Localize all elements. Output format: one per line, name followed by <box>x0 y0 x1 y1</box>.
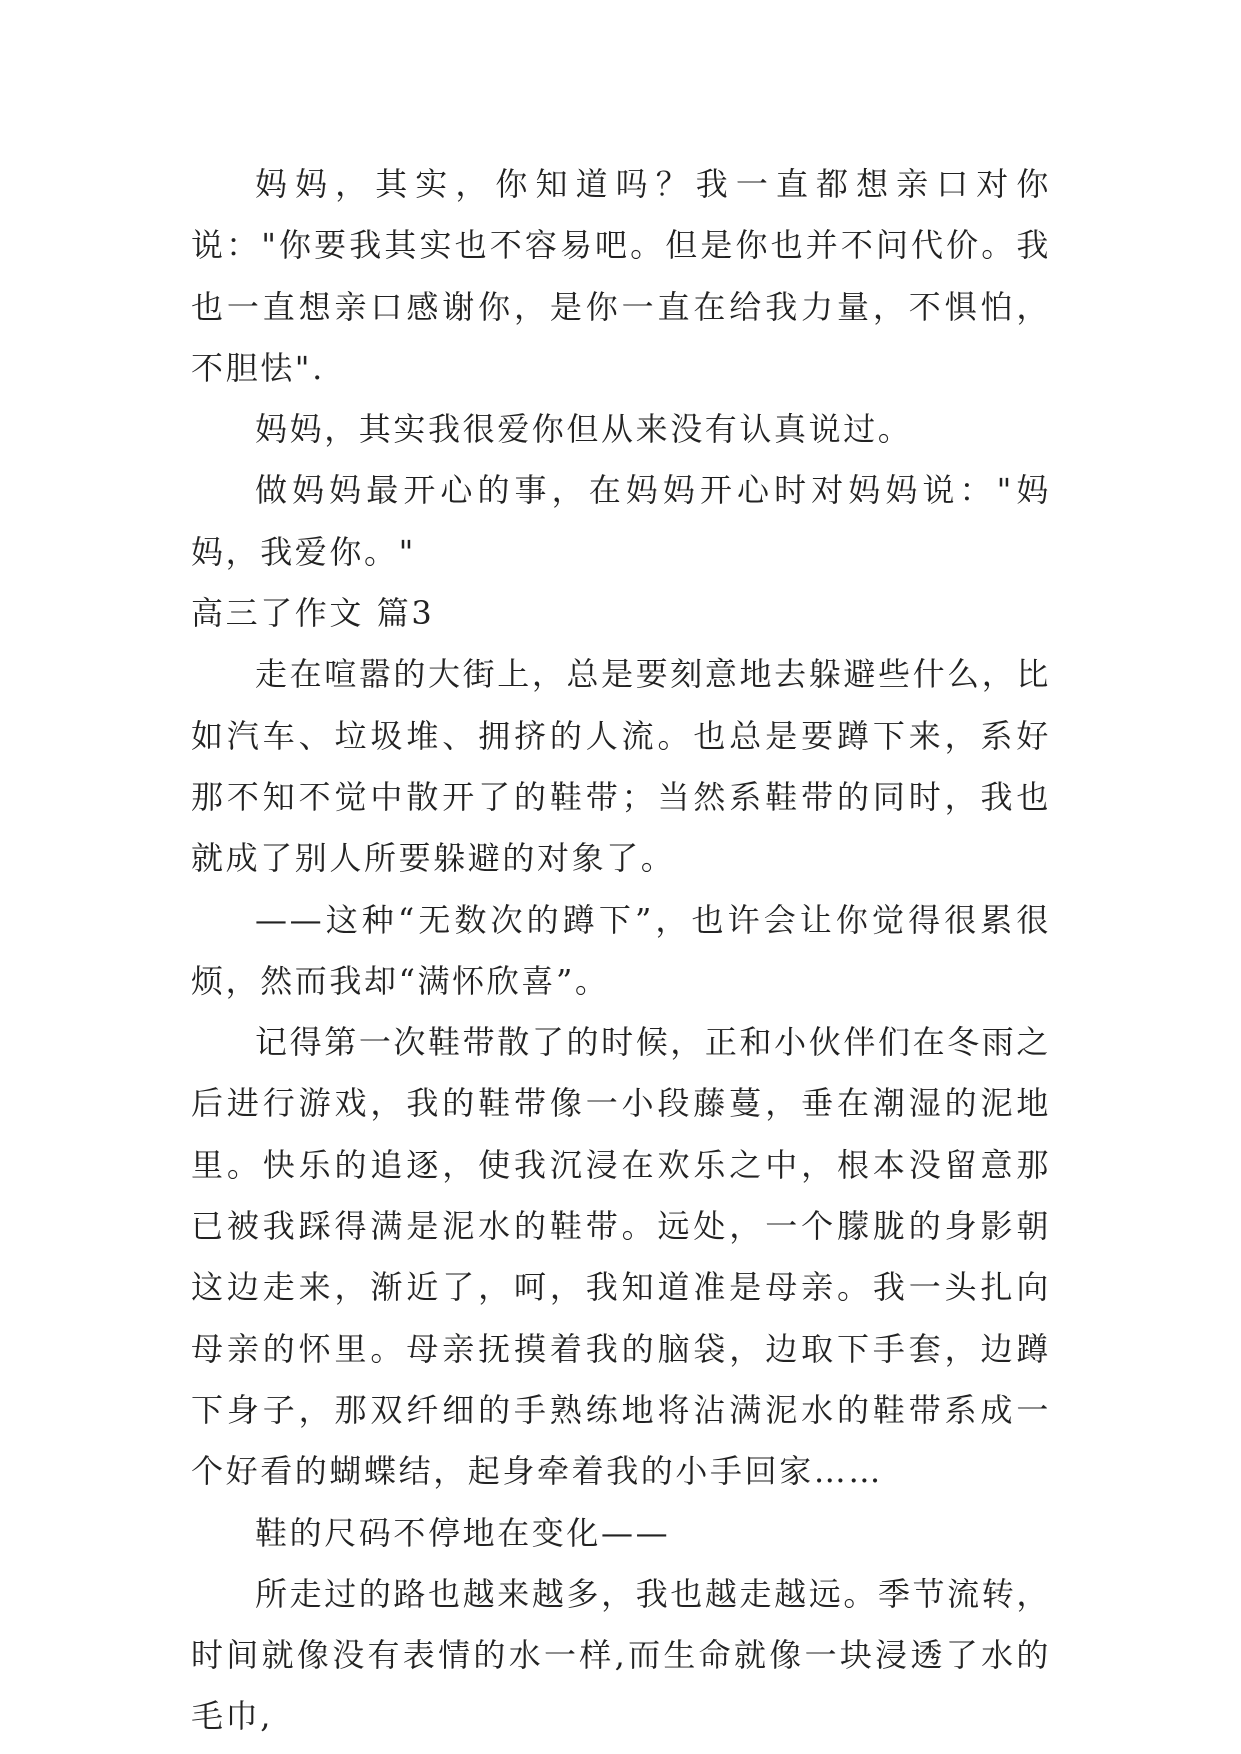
paragraph: 鞋的尺码不停地在变化—— <box>255 1513 671 1552</box>
paragraph: 妈妈，其实，你知道吗？我一直都想亲口对你说："你要我其实也不容易吧。但是你也并不问代价。我也一直想亲口感谢你，是你一直在给我力量，不惧怕，不胆怯". <box>191 165 1051 387</box>
paragraph: 妈妈，其实我很爱你但从来没有认真说过。 <box>255 410 913 449</box>
section-heading: 高三了作文 篇3 <box>191 594 435 633</box>
paragraph: 走在喧嚣的大街上，总是要刻意地去躲避些什么，比如汽车、垃圾堆、拥挤的人流。也总是要蹲下来，系好那不知不觉中散开了的鞋带；当然系鞋带的同时，我也就成了别人所要躲避的对象了。 <box>191 655 1051 878</box>
document-page <box>191 154 1051 1748</box>
paragraph: 记得第一次鞋带散了的时候，正和小伙伴们在冬雨之后进行游戏，我的鞋带像一小段藤蔓，垂在潮湿的泥地里。快乐的追逐，使我沉浸在欢乐之中，根本没留意那已被我踩得满是泥水的鞋带。远处，一个朦胧的身影朝这边走来，渐近了，呵，我知道准是母亲。我一头扎向母亲的怀里。母亲抚摸着我的脑袋，边取下手套，边蹲下身子，那双纤细的手熟练地将沾满泥水的鞋带系成一个好看的蝴蝶结，起身牵着我的小手回家…… <box>191 1023 1051 1491</box>
paragraph: ——这种“无数次的蹲下”，也许会让你觉得很累很烦，然而我却“满怀欣喜”。 <box>191 900 1051 1000</box>
paragraph: 所走过的路也越来越多，我也越走越远。季节流转，时间就像没有表情的水一样,而生命就像一块浸透了水的毛巾, <box>191 1574 1051 1736</box>
paragraph: 做妈妈最开心的事，在妈妈开心时对妈妈说："妈妈，我爱你。" <box>191 471 1051 571</box>
